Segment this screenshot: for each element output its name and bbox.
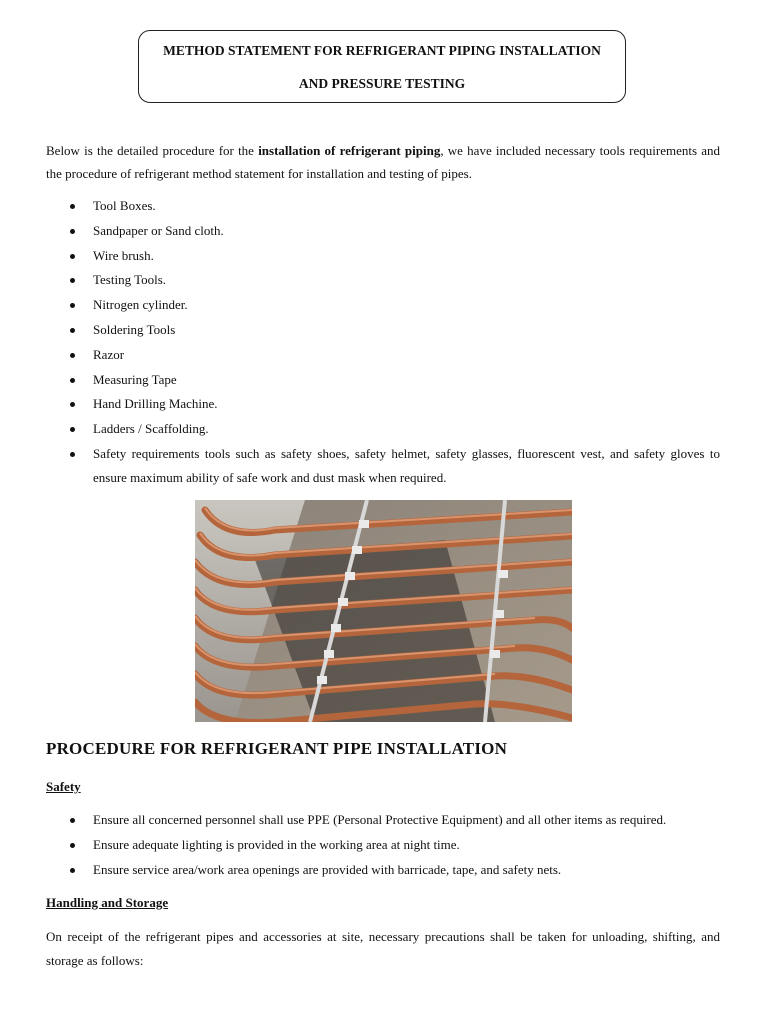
safety-heading: Safety: [46, 779, 81, 794]
intro-bold-phrase: installation of refrigerant piping: [258, 143, 441, 158]
list-item: Ladders / Scaffolding.: [46, 417, 720, 442]
list-item: Wire brush.: [46, 244, 720, 269]
title-line-2: AND PRESSURE TESTING: [298, 76, 466, 91]
copper-pipes-illustration: [195, 500, 572, 722]
title-box: [138, 30, 626, 103]
handling-paragraph: On receipt of the refrigerant pipes and accessories at site, necessary precautions shall be taken for unloading, shifting, and storage as follows:: [46, 929, 720, 968]
safety-list: [46, 808, 720, 882]
list-item: Testing Tools.: [46, 268, 720, 293]
intro-text-end: , we have included necessary tools requirements and the procedure of refrigerant method statement for installation and testing of pipes.: [46, 143, 721, 181]
tools-list: [46, 194, 720, 490]
list-item: Safety requirements tools such as safety shoes, safety helmet, safety glasses, fluorescent vest, and safety gloves to ensure maximum ability of safe work and dust mask when required.: [46, 442, 720, 490]
list-item: Razor: [46, 343, 720, 368]
procedure-heading: PROCEDURE FOR REFRIGERANT PIPE INSTALLATION: [46, 739, 508, 758]
title-line-1: METHOD STATEMENT FOR REFRIGERANT PIPING INSTALLATION: [163, 43, 601, 58]
list-item: Hand Drilling Machine.: [46, 392, 720, 417]
copper-pipes-photo: [195, 500, 572, 722]
list-item: Soldering Tools: [46, 318, 720, 343]
list-item: Ensure all concerned personnel shall use PPE (Personal Protective Equipment) and all other items as required.: [46, 808, 720, 833]
list-item: Ensure service area/work area openings are provided with barricade, tape, and safety nets.: [46, 858, 720, 883]
list-item: Nitrogen cylinder.: [46, 293, 720, 318]
list-item: Measuring Tape: [46, 368, 720, 393]
list-item: Tool Boxes.: [46, 194, 720, 219]
list-item: Sandpaper or Sand cloth.: [46, 219, 720, 244]
list-item: Ensure adequate lighting is provided in the working area at night time.: [46, 833, 720, 858]
intro-text-start: Below is the detailed procedure for the: [46, 143, 259, 158]
handling-heading: Handling and Storage: [46, 895, 169, 910]
intro-paragraph: [46, 139, 720, 185]
